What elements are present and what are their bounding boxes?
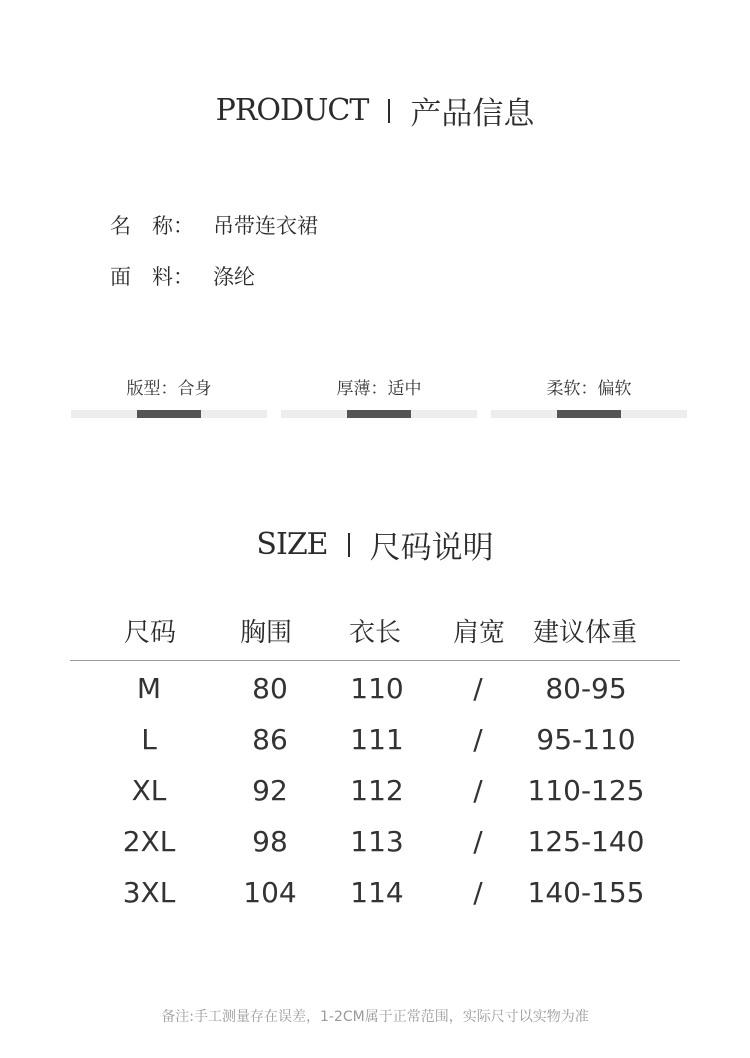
table-cell: 110: [350, 672, 404, 705]
table-row: [0, 672, 750, 712]
table-cell: /: [473, 774, 483, 807]
attribute-fit: [71, 374, 267, 400]
table-row: [0, 723, 750, 763]
table-cell: M: [136, 672, 162, 705]
heading-divider: [388, 99, 390, 123]
table-cell: 140-155: [527, 876, 645, 909]
column-header: 建议体重: [532, 618, 638, 648]
attribute-label: 厚薄：适中: [336, 379, 422, 399]
measurement-note: 备注:手工测量存在误差，1-2CM属于正常范围，实际尺寸以实物为准: [161, 1009, 589, 1025]
table-cell: 86: [252, 723, 288, 756]
attribute-softness: [491, 374, 687, 400]
attribute-thickness: [281, 374, 477, 400]
table-cell: 125-140: [527, 825, 645, 858]
product-heading-en: PRODUCT: [215, 93, 369, 128]
table-row: [0, 825, 750, 865]
column-header: 衣长: [348, 618, 402, 648]
table-cell: /: [473, 876, 483, 909]
table-cell: 92: [252, 774, 288, 807]
column-header: 尺码: [123, 618, 177, 648]
table-cell: 112: [350, 774, 404, 807]
heading-divider: [348, 533, 350, 557]
attribute-indicator: [137, 410, 201, 418]
info-value: 涤纶: [213, 265, 255, 289]
column-header: 胸围: [239, 618, 293, 648]
attribute-label: 版型：合身: [126, 379, 212, 399]
table-cell: 80: [252, 672, 288, 705]
table-cell: 114: [350, 876, 404, 909]
table-row: [0, 876, 750, 916]
table-cell: 3XL: [122, 876, 176, 909]
info-value: 吊带连衣裙: [213, 214, 318, 238]
column-header: 肩宽: [452, 618, 506, 648]
size-heading: [0, 522, 750, 567]
table-cell: /: [473, 825, 483, 858]
table-cell: XL: [131, 774, 167, 807]
attribute-track: [491, 410, 687, 418]
table-cell: 2XL: [122, 825, 176, 858]
table-cell: /: [473, 672, 483, 705]
attribute-indicator: [347, 410, 411, 418]
attribute-track: [281, 410, 477, 418]
table-cell: L: [141, 723, 157, 756]
table-row: [0, 774, 750, 814]
info-row-name: [110, 210, 318, 240]
info-label: 面 料：: [110, 265, 194, 289]
attribute-track: [71, 410, 267, 418]
table-cell: 110-125: [527, 774, 645, 807]
attribute-label: 柔软：偏软: [546, 379, 632, 399]
table-cell: 98: [252, 825, 288, 858]
table-cell: 95-110: [536, 723, 636, 756]
size-table-header: [0, 612, 750, 648]
table-cell: 80-95: [545, 672, 627, 705]
table-divider: [70, 660, 680, 661]
size-heading-en: SIZE: [256, 527, 328, 562]
info-row-fabric: [110, 261, 255, 291]
table-cell: 104: [243, 876, 297, 909]
table-cell: 113: [350, 825, 404, 858]
info-label: 名 称：: [110, 214, 194, 238]
product-heading-cn: 产品信息: [410, 96, 535, 132]
attribute-indicator: [557, 410, 621, 418]
product-heading: [0, 88, 750, 133]
table-cell: 111: [350, 723, 404, 756]
table-cell: /: [473, 723, 483, 756]
size-heading-cn: 尺码说明: [369, 530, 494, 566]
